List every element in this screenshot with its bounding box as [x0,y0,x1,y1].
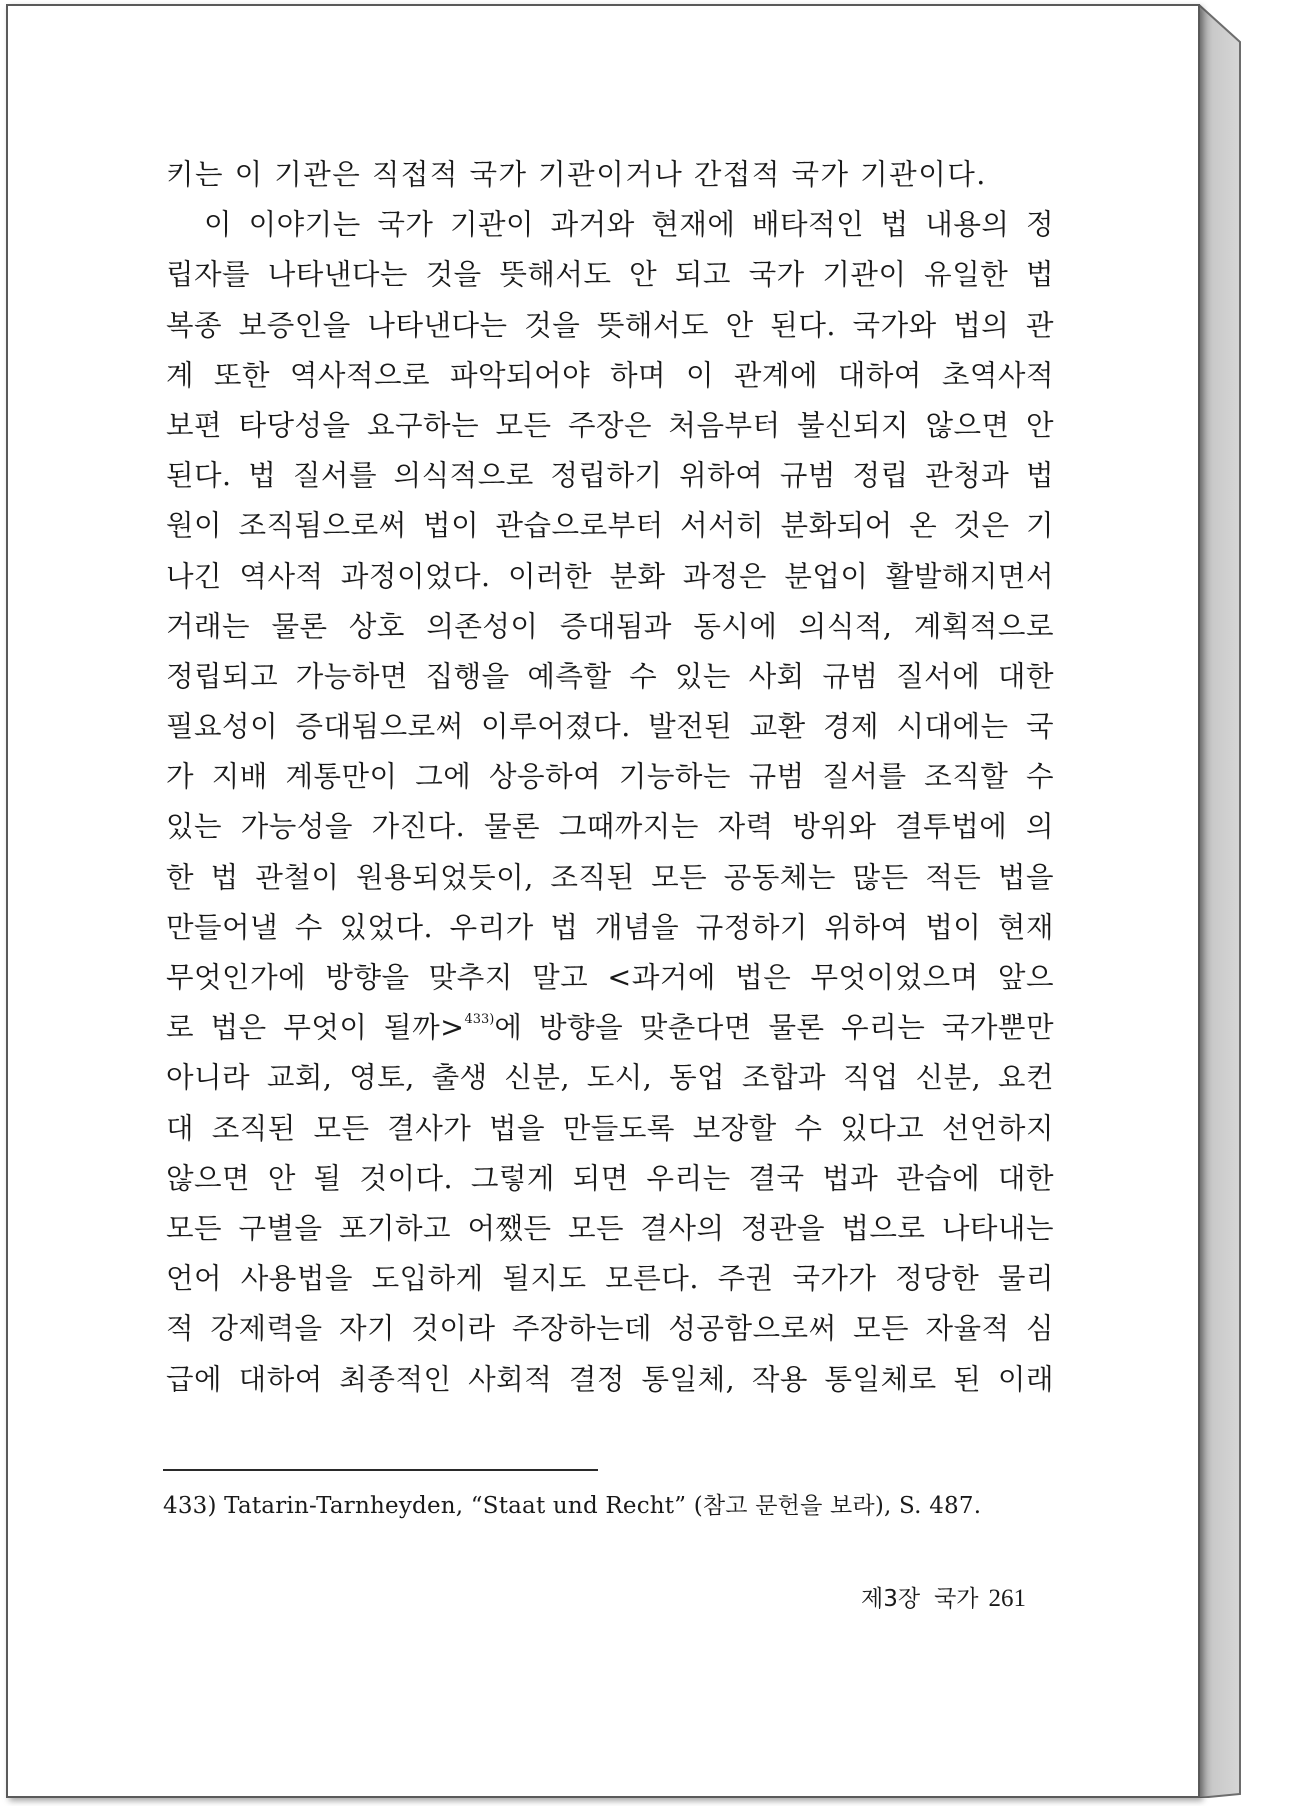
body-line: 모든 구별을 포기하고 어쨌든 모든 결사의 정관을 법으로 나타내는 [166,1211,1054,1245]
body-line: 가 지배 계통만이 그에 상응하여 기능하는 규범 질서를 조직할 수 [166,760,1054,794]
body-line: 한 법 관철이 원용되었듯이, 조직된 모든 공동체는 많든 적든 법을 [166,860,1054,894]
footnote-divider [163,1469,598,1471]
body-line-segment: 에 방향을 맞춘다면 물론 우리는 국가뿐만 [494,1011,1054,1045]
body-line: 원이 조직됨으로써 법이 관습으로부터 서서히 분화되어 온 것은 기 [166,509,1054,543]
body-line: 립자를 나타낸다는 것을 뜻해서도 안 되고 국가 기관이 유일한 법 [166,258,1054,292]
chapter-label: 제3장 [860,1586,921,1612]
body-line: 무엇인가에 방향을 맞추지 말고 <과거에 법은 무엇이었으며 앞으 [166,961,1054,994]
body-line: 필요성이 증대됨으로써 이루어졌다. 발전된 교환 경제 시대에는 국 [166,710,1054,744]
chapter-title: 국가 [934,1586,979,1612]
body-line: 않으면 안 될 것이다. 그렇게 되면 우리는 결국 법과 관습에 대한 [166,1161,1054,1195]
body-line: 보편 타당성을 요구하는 모든 주장은 처음부터 불신되지 않으면 안 [166,408,1054,442]
body-line: 복종 보증인을 나타낸다는 것을 뜻해서도 안 된다. 국가와 법의 관 [166,308,1054,342]
body-line: 정립되고 가능하면 집행을 예측할 수 있는 사회 규범 질서에 대한 [166,659,1054,693]
body-line: 있는 가능성을 가진다. 물론 그때까지는 자력 방위와 결투법에 의 [166,810,1054,844]
body-line: 급에 대하여 최종적인 사회적 결정 통일체, 작용 통일체로 된 이래 [166,1362,1054,1396]
footnote-reference[interactable]: 433) [464,1012,495,1028]
body-line: 언어 사용법을 도입하게 될지도 모른다. 주권 국가가 정당한 물리 [166,1262,1054,1296]
page-stack-edge [1198,4,1246,1798]
body-line: 이 이야기는 국가 기관이 과거와 현재에 배타적인 법 내용의 정 [204,208,1054,242]
body-line: 된다. 법 질서를 의식적으로 정립하기 위하여 규범 정립 관청과 법 [166,459,1054,493]
footnote-text: 433) Tatarin-Tarnheyden, “Staat und Recht” (참고 문헌을 보라), S. 487. [163,1493,982,1519]
body-line: 만들어낼 수 있었다. 우리가 법 개념을 규정하기 위하여 법이 현재 [166,910,1054,944]
body-line: 계 또한 역사적으로 파악되어야 하며 이 관계에 대하여 초역사적 [166,358,1054,392]
body-line-segment: 로 법은 무엇이 될까> [166,1011,465,1045]
page-number: 261 [988,1585,1026,1612]
body-line: 키는 이 기관은 직접적 국가 기관이거나 간접적 국가 기관이다. [166,158,987,191]
body-line: 거래는 물론 상호 의존성이 증대됨과 동시에 의식적, 계획적으로 [166,609,1054,643]
body-line-with-footnote-ref [166,1003,1054,1053]
body-line: 아니라 교회, 영토, 출생 신분, 도시, 동업 조합과 직업 신분, 요컨 [166,1061,1054,1095]
body-line: 나긴 역사적 과정이었다. 이러한 분화 과정은 분업이 활발해지면서 [166,559,1054,593]
body-line: 대 조직된 모든 결사가 법을 만들도록 보장할 수 있다고 선언하지 [166,1111,1054,1145]
running-footer [840,1580,1026,1613]
body-text [166,150,1054,1405]
body-line: 적 강제력을 자기 것이라 주장하는데 성공함으로써 모든 자율적 심 [166,1312,1054,1346]
